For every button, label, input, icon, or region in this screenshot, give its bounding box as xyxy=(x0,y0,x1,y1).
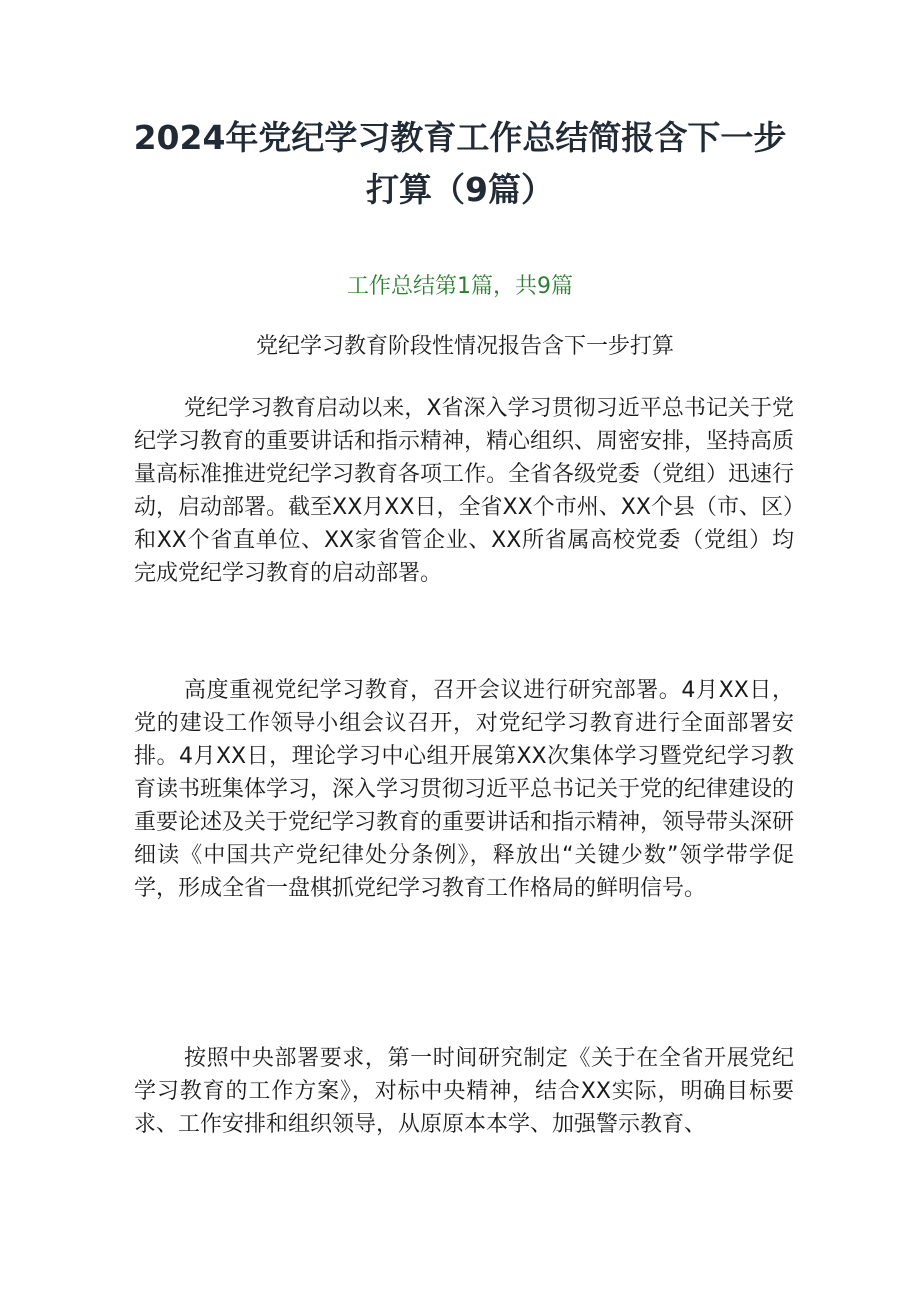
section-heading: 工作总结第1篇，共9篇 xyxy=(347,274,573,299)
body-paragraph: 按照中央部署要求，第一时间研究制定《关于在全省开展党纪学习教育的工作方案》，对标中央精神，结合XX实际，明确目标要求、工作安排和组织领导，从原原本本学、加强警示教育、 xyxy=(134,1046,794,1137)
body-paragraph: 党纪学习教育启动以来，X省深入学习贯彻习近平总书记关于党纪学习教育的重要讲话和指示精神，精心组织、周密安排，坚持高质量高标准推进党纪学习教育各项工作。全省各级党委（党组）迅速行动，启动部署。截至XX月XX日，全省XX个市州、XX个县（市、区）和XX个省直单位、XX家省管企业、XX所省属高校党委（党组）均完成党纪学习教育的启动部署。 xyxy=(134,396,795,586)
body-paragraph: 高度重视党纪学习教育，召开会议进行研究部署。4月XX日，党的建设工作领导小组会议召开，对党纪学习教育进行全面部署安排。4月XX日，理论学习中心组开展第XX次集体学习暨党纪学习教育读书班集体学习，深入学习贯彻习近平总书记关于党的纪律建设的重要论述及关于党纪学习教育的重要讲话和指示精神，领导带头深研细读《中国共产党纪律处分条例》，释放出“关键少数”领学带学促学，形成全省一盘棋抓党纪学习教育工作格局的鲜明信号。 xyxy=(134,678,795,901)
document-title: 2024年党纪学习教育工作总结简报含下一步打算（9篇） xyxy=(133,118,787,209)
article-title: 党纪学习教育阶段性情况报告含下一步打算 xyxy=(255,334,674,359)
